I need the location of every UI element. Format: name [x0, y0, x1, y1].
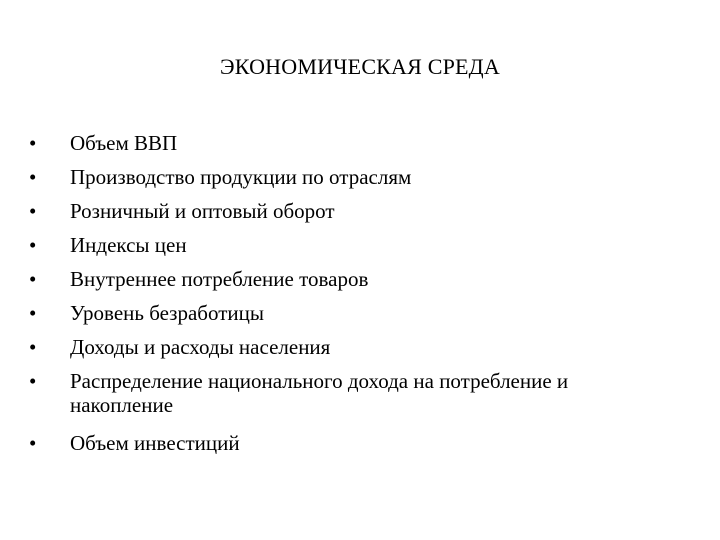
- list-item: [0, 267, 720, 291]
- list-item-text: Объем инвестиций: [70, 431, 240, 455]
- bullet-icon: •: [29, 431, 37, 455]
- list-item-text: Производство продукции по отраслям: [70, 165, 412, 189]
- list-item-text: Распределение национального дохода на потребление и накопление: [70, 369, 569, 417]
- list-item-text: Внутреннее потребление товаров: [70, 267, 369, 291]
- bullet-icon: •: [29, 369, 37, 393]
- slide-title: ЭКОНОМИЧЕСКАЯ СРЕДА: [220, 54, 500, 79]
- list-item: [0, 199, 720, 223]
- bullet-icon: •: [29, 199, 37, 223]
- list-item-text: Уровень безработицы: [70, 301, 264, 325]
- list-item: [0, 301, 720, 325]
- list-item: [0, 431, 720, 455]
- list-item: [0, 335, 720, 359]
- bullet-icon: •: [29, 335, 37, 359]
- bullet-icon: •: [29, 233, 37, 257]
- bullet-icon: •: [29, 131, 37, 155]
- bullet-list: [0, 131, 720, 465]
- list-item: [0, 131, 720, 155]
- list-item: [0, 233, 720, 257]
- list-item: [0, 165, 720, 189]
- list-item: [0, 369, 720, 417]
- list-item-text: Объем ВВП: [70, 131, 178, 155]
- bullet-icon: •: [29, 165, 37, 189]
- list-item-text: Доходы и расходы населения: [70, 335, 331, 359]
- bullet-icon: •: [29, 267, 37, 291]
- bullet-icon: •: [29, 301, 37, 325]
- list-item-text: Розничный и оптовый оборот: [70, 199, 335, 223]
- list-item-text: Индексы цен: [70, 233, 187, 257]
